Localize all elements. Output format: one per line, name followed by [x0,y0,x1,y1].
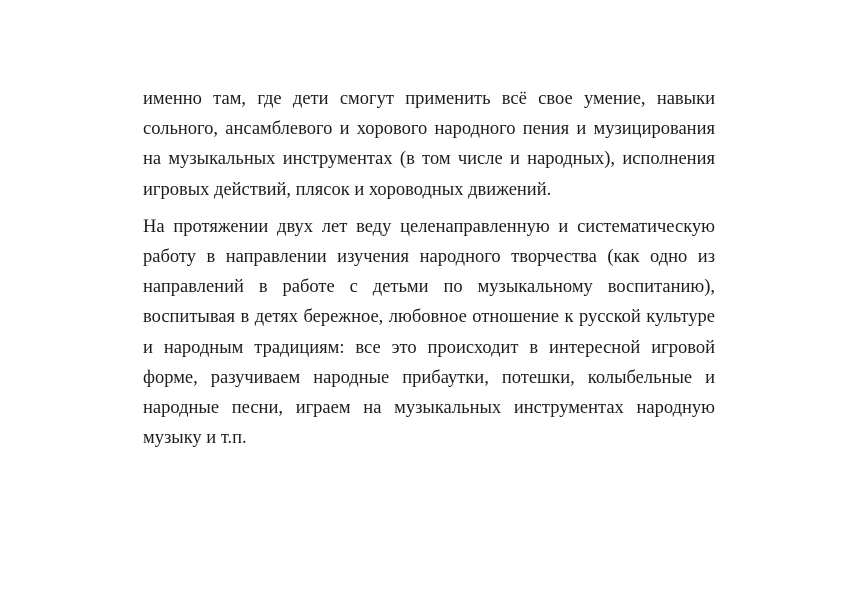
text-body [143,84,715,453]
paragraph-2: На протяжении двух лет веду целенаправленную и систематическую работу в направлении изучения народного творчества (как одно из направлений в работе с детьми по музыкальному воспитанию), воспитывая в детях бережное, любовное отношение к русской культуре и народным традициям: все это происходит в интересной игровой форме, разучиваем народные прибаутки, потешки, колыбельные и народные песни, играем на музыкальных инструментах народную музыку и т.п. [143,216,715,449]
paragraph-1: именно там, где дети смогут применить всё свое умение, навыки сольного, ансамблевого и хорового народного пения и музицирования на музыкальных инструментах (в том числе и народных), исполнения игровых действий, плясок и хороводных движений. [143,89,715,200]
